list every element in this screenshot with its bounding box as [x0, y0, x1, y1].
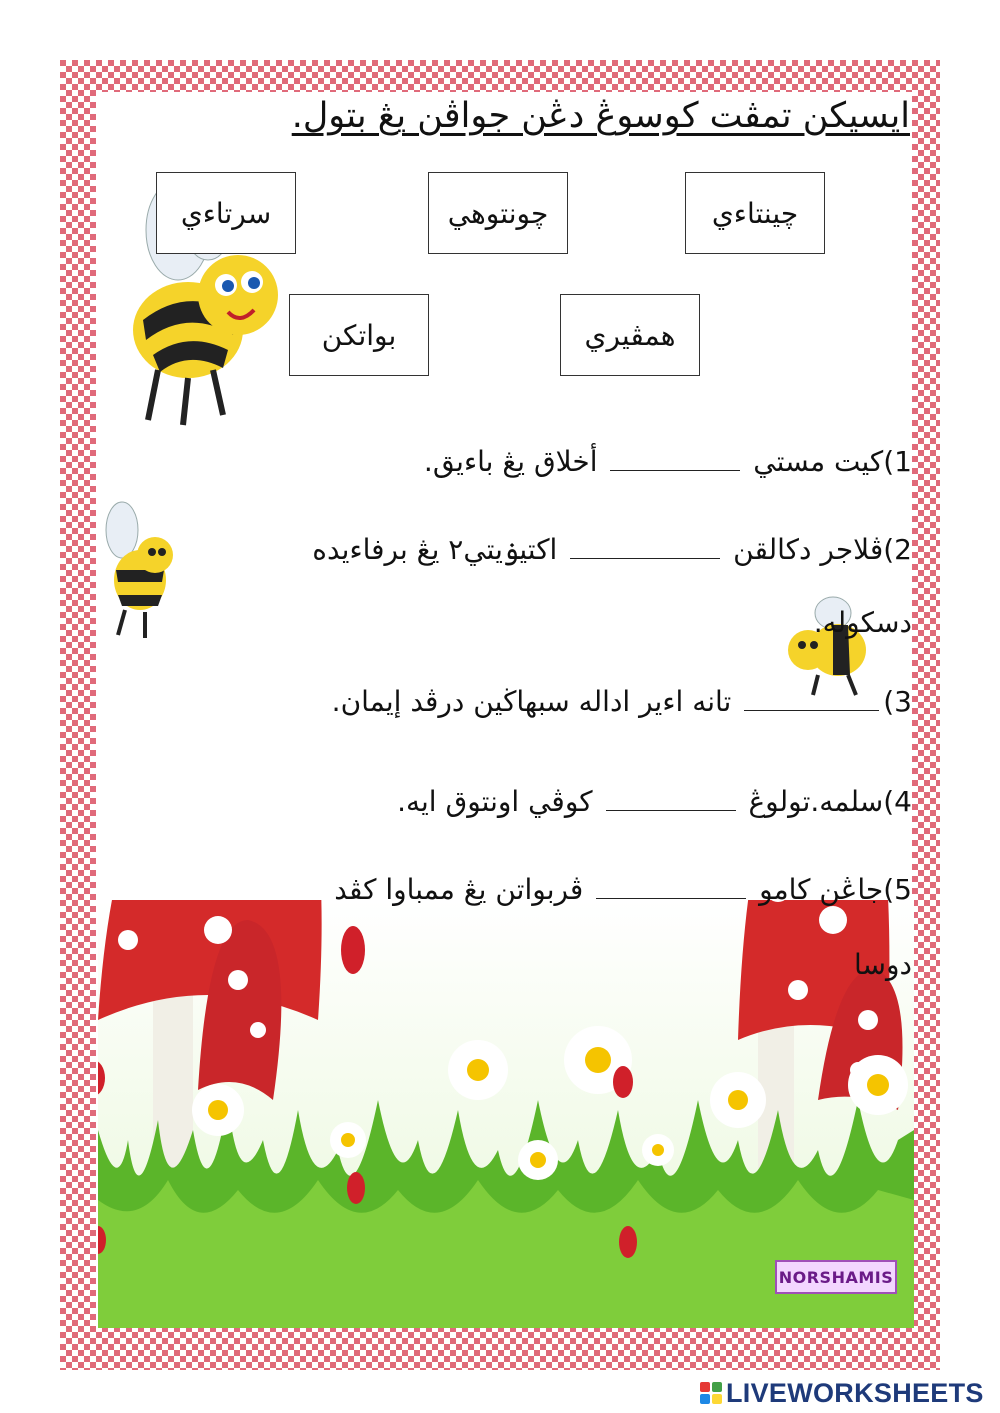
- question-number: 3): [883, 685, 912, 718]
- artist-tag: NORSHAMIS: [775, 1260, 897, 1294]
- question-5: [334, 873, 912, 906]
- word-bank-card[interactable]: بواتکن: [289, 294, 429, 376]
- question-5-continued: دوسا: [854, 948, 912, 981]
- question-text-before: جاڠن کامو: [759, 873, 884, 906]
- answer-blank[interactable]: [606, 788, 736, 811]
- liveworksheets-logo-icon: [700, 1382, 722, 1404]
- answer-blank[interactable]: [570, 536, 720, 559]
- brand-name: LIVEWORKSHEETS: [726, 1377, 984, 1408]
- question-text-after: اکتيۏيتي٢ يڠ برفاءيده: [312, 533, 558, 566]
- question-text-before: ڤلاجر دکالقن: [733, 533, 884, 566]
- question-number: 4): [883, 785, 912, 818]
- question-3: [332, 685, 912, 718]
- question-text-before: سلمه.تولوڠ: [748, 785, 884, 818]
- question-4: [397, 785, 912, 818]
- question-2-continued: دسکوله.: [813, 606, 912, 639]
- question-number: 1): [883, 445, 912, 478]
- word-bank-card[interactable]: سرتاءي: [156, 172, 296, 254]
- question-text-after: أخلاق يڠ باءيق.: [423, 445, 598, 478]
- word-bank-card[interactable]: چينتاءي: [685, 172, 825, 254]
- question-text-before: کيت مستي: [753, 445, 884, 478]
- question-1: [424, 445, 912, 478]
- question-text-after: ڤربواتن يڠ ممباوا کڤد: [334, 873, 584, 906]
- answer-blank[interactable]: [744, 688, 879, 711]
- word-bank-card[interactable]: چونتوهي: [428, 172, 568, 254]
- question-text-after: کوڤي اونتوق ايه.: [397, 785, 593, 818]
- answer-blank[interactable]: [610, 448, 740, 471]
- bee-small-left-illustration: [100, 500, 180, 640]
- liveworksheets-footer[interactable]: [700, 1376, 984, 1410]
- word-bank-card[interactable]: همڤيري: [560, 294, 700, 376]
- worksheet-instruction-title: ايسيکن تمڤت کوسوڠ دڠن جواڤن يڠ بتول.: [291, 96, 910, 136]
- question-text-after: تانه اءير اداله سبهاڬين درڤد إيمان.: [331, 685, 732, 718]
- question-2: [312, 533, 912, 566]
- answer-blank[interactable]: [596, 876, 746, 899]
- question-number: 2): [883, 533, 912, 566]
- question-number: 5): [883, 873, 912, 906]
